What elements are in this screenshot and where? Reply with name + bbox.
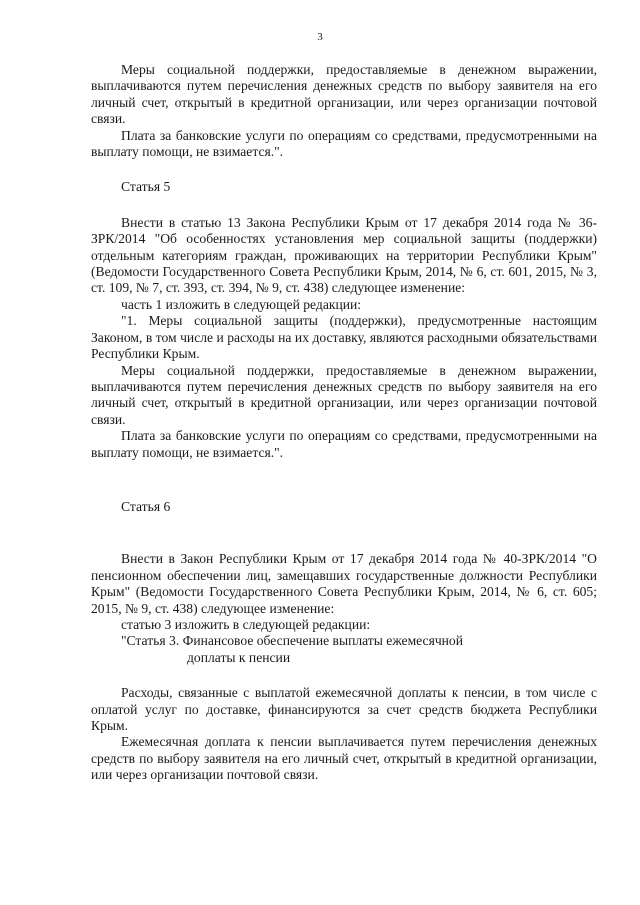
article-5-part-instruction: часть 1 изложить в следующей редакции: xyxy=(121,296,362,312)
article-6-clause-2: Ежемесячная доплата к пенсии выплачивается путем перечисления денежных средств по выбору заявителя на его личный счет, открытый в кредитной организации, или через организации почтовой связи. xyxy=(91,734,597,783)
article-5-heading: Статья 5 xyxy=(121,179,171,195)
article-6-heading: Статья 6 xyxy=(121,498,171,514)
paragraph-bank-fee: Плата за банковские услуги по операциям со средствами, предусмотренными на выплату помощи, не взимается.". xyxy=(91,127,597,160)
article-5-intro: Внести в статью 13 Закона Республики Крым от 17 декабря 2014 года № 36-ЗРК/2014 "Об особенностях установления мер социальной защиты (поддержки) отдельным категориям граждан, проживающих на территории Республики Крым" (Ведомости Государственного Совета Республики Крым, 2014, № 6, ст. 601, 2015, № 3, ст. 109, № 7, ст. 393, ст. 394, № 9, ст. 438) следующее изменение: xyxy=(91,214,597,296)
article-6-intro: Внести в Закон Республики Крым от 17 декабря 2014 года № 40-ЗРК/2014 "О пенсионном обеспечении лиц, замещавших государственные должности Республики Крым" (Ведомости Государственного Совета Республики Крым, 2014, № 6, ст. 605; 2015, № 9, ст. 438) следующее изменение: xyxy=(91,551,597,616)
article-6-part-instruction: статью 3 изложить в следующей редакции: xyxy=(121,616,371,632)
page-number: 3 xyxy=(317,31,323,43)
article-5-clause-1: "1. Меры социальной защиты (поддержки), предусмотренные настоящим Законом, в том числе и расходы на их доставку, являются расходными обязательствами Республики Крым. xyxy=(91,313,597,362)
paragraph-payment-method: Меры социальной поддержки, предоставляемые в денежном выражении, выплачиваются путем перечисления денежных средств по выбору заявителя на его личный счет, открытый в кредитной организации, или через организации почтовой связи. xyxy=(91,62,597,127)
article-6-clause-1: Расходы, связанные с выплатой ежемесячной доплаты к пенсии, в том числе с оплатой услуг по доставке, финансируются за счет средств бюджета Республики Крым. xyxy=(91,685,597,733)
document-body xyxy=(91,62,597,784)
article-5-clause-2: Меры социальной поддержки, предоставляемые в денежном выражении, выплачиваются путем перечисления денежных средств по выбору заявителя на его личный счет, открытый в кредитной организации, или через организации почтовой связи. xyxy=(91,362,597,427)
article-5-clause-3: Плата за банковские услуги по операциям со средствами, предусмотренными на выплату помощи, не взимается.". xyxy=(91,428,597,460)
article-6-title-line-1: "Статья 3. Финансовое обеспечение выплаты ежемесячной xyxy=(121,633,464,649)
article-6-title-line-2: доплаты к пенсии xyxy=(187,649,291,665)
